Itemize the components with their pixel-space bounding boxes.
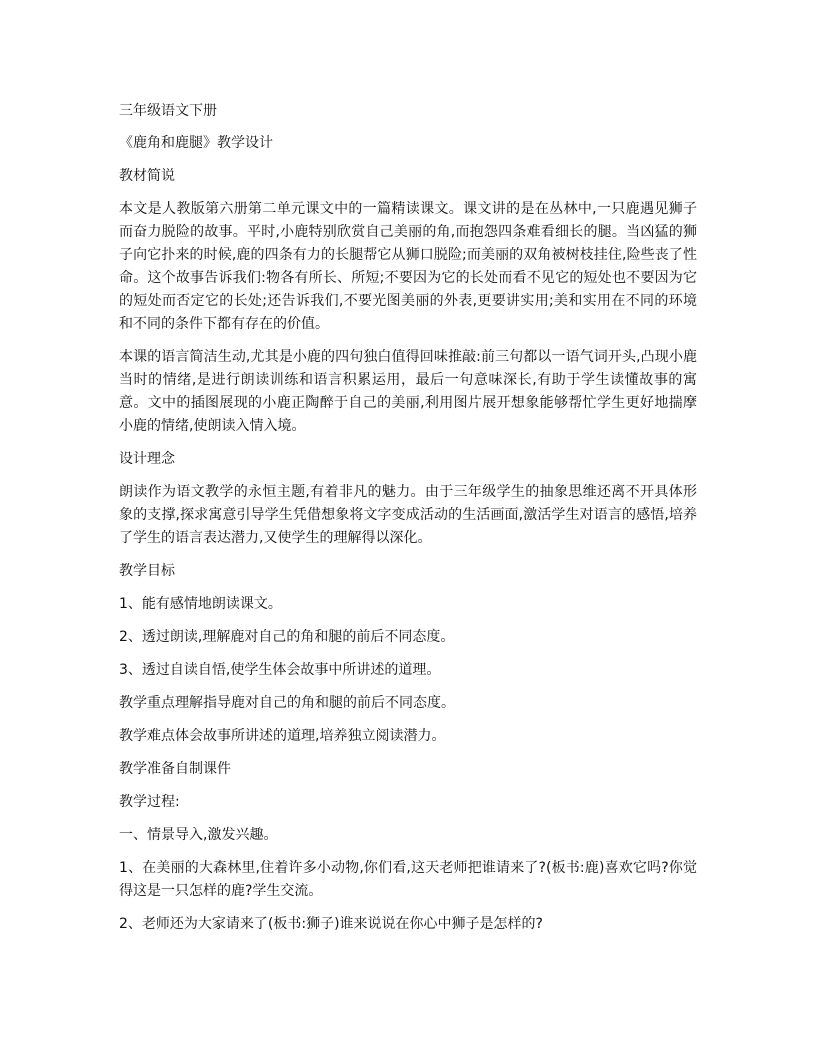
- process-step-1: 一、情景导入,激发兴趣。: [119, 827, 278, 843]
- goal-item-2: 2、透过朗读,理解鹿对自己的角和腿的前后不同态度。: [119, 629, 455, 645]
- concept-paragraph: 朗读作为语文教学的永恒主题,有着非凡的魅力。由于三年级学生的抽象思维还离不开具体形象的支撑,探求寓意引导学生凭借想象将文字变成活动的生活画面,激活学生对语言的感悟,培养了学生的语言表达潜力,又使学生的理解得以深化。: [119, 484, 697, 546]
- material-paragraph-1: 本文是人教版第六册第二单元课文中的一篇精读课文。课文讲的是在丛林中,一只鹿遇见狮子而奋力脱险的故事。平时,小鹿特别欣赏自己美丽的角,而抱怨四条难看细长的腿。当凶猛的狮子向它扑来的时候,鹿的四条有力的长腿帮它从狮口脱险;而美丽的双角被树枝挂住,险些丧了性命。这个故事告诉我们:物各有所长、所短;不要因为它的长处而看不见它的短处也不要因为它的短处而否定它的长处;还告诉我们,不要光图美丽的外表,更要讲实用;美和实用在不同的环境和不同的条件下都有存在的价值。: [119, 201, 697, 332]
- difficulty-line: 教学难点体会故事所讲述的道理,培养独立阅读潜力。: [119, 728, 446, 744]
- section-heading-concept: 设计理念: [119, 451, 175, 467]
- section-heading-goals: 教学目标: [119, 563, 175, 579]
- document-page: [119, 100, 697, 946]
- process-step-1-2: 2、老师还为大家请来了(板书:狮子)谁来说说在你心中狮子是怎样的?: [119, 916, 543, 932]
- process-step-1-1: 1、在美丽的大森林里,住着许多小动物,你们看,这天老师把谁请来了?(板书:鹿)喜欢它吗?你觉得这是一只怎样的鹿?学生交流。: [119, 860, 697, 899]
- goal-item-3: 3、透过自读自悟,使学生体会故事中所讲述的道理。: [119, 662, 441, 678]
- section-heading-material: 教材简说: [119, 168, 175, 184]
- lesson-title: 《鹿角和鹿腿》教学设计: [119, 135, 273, 151]
- grade-heading: 三年级语文下册: [119, 103, 217, 119]
- section-heading-process: 教学过程:: [119, 794, 180, 810]
- material-paragraph-2: 本课的语言简洁生动,尤其是小鹿的四句独白值得回味推敲:前三句都以一语气词开头,凸现小鹿当时的情绪,是进行朗读训练和语言积累运用，最后一句意味深长,有助于学生读懂故事的寓意。文中的插图展现的小鹿正陶醉于自己的美丽,利用图片展开想象能够帮忙学生更好地揣摩小鹿的情绪,使朗读入情入境。: [119, 349, 697, 434]
- key-point-line: 教学重点理解指导鹿对自己的角和腿的前后不同态度。: [119, 695, 455, 711]
- preparation-line: 教学准备自制课件: [119, 761, 231, 777]
- goal-item-1: 1、能有感情地朗读课文。: [119, 596, 282, 612]
